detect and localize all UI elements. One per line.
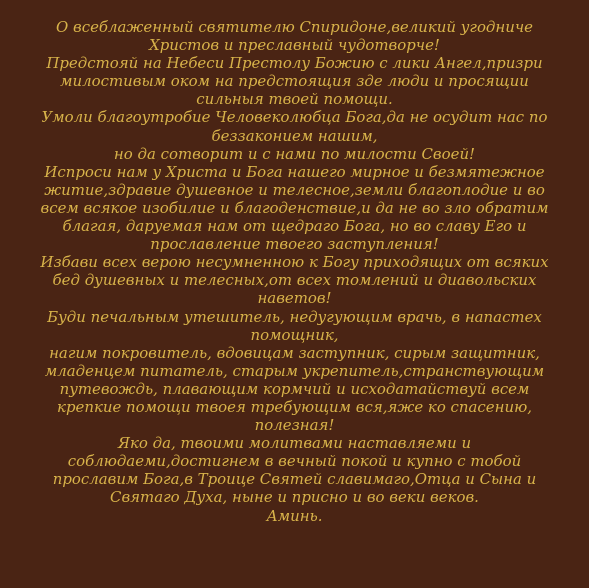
- prayer-text: [0, 18, 589, 525]
- prayer-line: Буди печальным утешитель, недугующим врачь, в напастех: [47, 307, 542, 326]
- prayer-line: беззаконием нашим,: [211, 126, 378, 145]
- prayer-line: Святаго Духа, ныне и присно и во веки веков.: [110, 488, 479, 507]
- prayer-line: соблюдаеми,достигнем в вечный покой и купно с тобой: [67, 452, 522, 471]
- prayer-line: Умоли благоутробие Человеколюбца Бога,да не осудит нас по: [41, 108, 548, 127]
- prayer-line: прославим Бога,в Троице Святей славимаго,Отца и Сына и: [52, 470, 537, 489]
- prayer-line: полезная!: [254, 416, 335, 435]
- prayer-line: помощник,: [250, 325, 339, 344]
- prayer-line: Яко да, твоими молитвами наставляеми и: [117, 434, 472, 453]
- prayer-line: Христов и преславный чудотворче!: [149, 36, 440, 55]
- prayer-line: благая, даруемая нам от щедраго Бога, но во славу Его и: [62, 217, 527, 236]
- prayer-line: Аминь.: [266, 506, 323, 525]
- prayer-line: Предстояй на Небеси Престолу Божию с лики Ангел,призри: [46, 54, 543, 73]
- prayer-line: житие,здравие душевное и телесное,земли благоплодие и во: [44, 180, 545, 199]
- prayer-line: младенцем питатель, старым укрепитель,странствующим: [44, 361, 545, 380]
- prayer-line: прославление твоего заступления!: [150, 235, 439, 254]
- prayer-line: О всеблаженный святителю Спиридоне,великий угодниче: [56, 18, 533, 36]
- prayer-line: всем всякое изобилие и благоденствие,и да не во зло обратим: [40, 198, 549, 217]
- prayer-line: бед душевных и телесных,от всех томлений и диавольских: [52, 271, 537, 290]
- prayer-line: нагим покровитель, вдовицам заступник, сирым защитник,: [49, 343, 540, 362]
- prayer-line: милостивым оком на предстоящия зде люди и просящии: [60, 72, 529, 91]
- prayer-line: наветов!: [257, 289, 332, 308]
- prayer-line: путевождь, плавающим кормчий и исходатайствуй всем: [59, 379, 530, 398]
- prayer-line: крепкие помощи твоея требующим вся,яже ко спасению,: [57, 397, 532, 416]
- prayer-line: Избави всех верою несумненною к Богу приходящих от всяких: [40, 253, 549, 272]
- prayer-line: Испроси нам у Христа и Бога нашего мирное и безмятежное: [44, 162, 545, 181]
- prayer-line: сильныя твоей помощи.: [196, 90, 393, 109]
- prayer-line: но да сотворит и с нами по милости Своей!: [113, 144, 476, 163]
